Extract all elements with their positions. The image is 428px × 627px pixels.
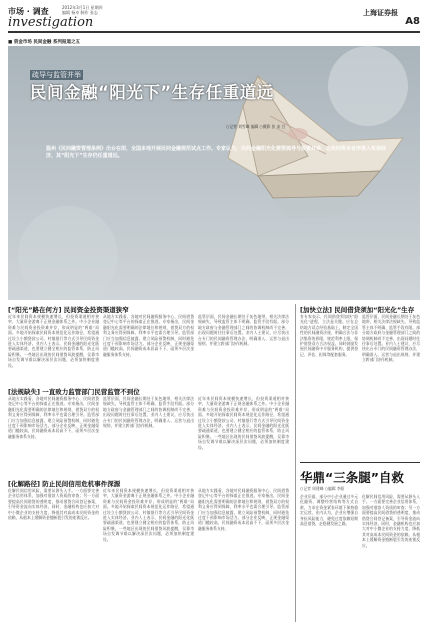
article-col-11: 监管层面，民间金融长期处于灰色地带，相关法律法规缺失，导致监管主体不明确、监管手段有限。部分地方政府与金融管理部门之间的协调机制尚不完善，出现问题时往往事后处置。业内人士建议，应尽快出台专门的民间融资管理办法，明确准入、运营与退出规则，并建立跨部门协作机制。 [362,314,420,363]
article-col-10: 有专家表示，民间借贷须加快“阳光化”进程，立法是关键。应在总结地方试点经验基础上，制定全国性的民间融资法规，明确合法与非法集资的界限，规范利率上限，保护借贷双方合法权益。同时鼓励发展民间融资中介服务机构，提供登记、评估、担保等配套服务。 [300,314,358,357]
article-col-13: 化解民间信用风险，需要从源头入手。一方面要完善企业信用体系，加强对借款人资质的审查；另一方面要提高民间借贷的透明度，推动借贷合同登记备案，引导资金流向实体经济。同时，金融机构也应加大对中小微企业的支持力度，降低其对高成本民间资金的依赖，从根本上缓解资金链断裂引发的连锁反应。 [362,494,420,548]
page-number: A8 [405,16,420,27]
section-english-title: investigation [8,15,94,30]
issue-date: 2012年3月1日 星期四 [62,5,103,10]
column-divider [295,304,296,622]
section-4-title: [加快立法] 民间借贷须加“阳光化”生存 [300,306,415,314]
right-rule [300,462,420,463]
header-rule [8,31,420,33]
article-col-1: 近年来民间资本规模快速增长，但投资渠道相对狭窄，大量资金游离于正规金融体系之外。中小企业融资难与民间资金投资难并存，形成明显的“两难”局面。多地开始探索民间资本规范化运作路径，希望通过设立小额贷款公司、村镇银行等方式引导民间资金进入实体经济。业内人士表示，民间金融的阳光化既要疏通渠道，也要建立健全相应的监管体系，防止风险积聚。一些地区出现的民间借贷风波提醒，仅靠市场自发调节难以解决深层次问题，必须加快制度建设。 [8,314,99,368]
hero-subtitle: 疏导与监管并举 [32,71,81,79]
hero-credit: ○记者 刘雪峰 编辑 ○摄影 张 宋 吕 [226,124,286,129]
article-col-3: 监管层面，民间金融长期处于灰色地带，相关法律法规缺失，导致监管主体不明确、监管手段有限。部分地方政府与金融管理部门之间的协调机制尚不完善，出现问题时往往事后处置。业内人士建议，应尽快出台专门的民间融资管理办法，明确准入、运营与退出规则，并建立跨部门协作机制。 [198,314,289,347]
article-col-4: 从地方实践看，各地对民间融资服务中心、民间借贷登记中心等平台的探索正在推进。专家指出，民间金融阳光化需要明确的法律地位和规则，借贷双方的权利义务应得到保障，利率水平也需合理引导。监管部门应当加强信息披露，建立风险预警机制，同时避免过度干预影响市场活力。部分企业反映，正规金融渠道门槛较高，民间融资成本居高不下，亟须多层次金融服务体系支持。 [8,396,99,439]
article-col-8: 近年来民间资本规模快速增长，但投资渠道相对狭窄，大量资金游离于正规金融体系之外。中小企业融资难与民间资金投资难并存，形成明显的“两难”局面。多地开始探索民间资本规范化运作路径，希望通过设立小额贷款公司、村镇银行等方式引导民间资金进入实体经济。业内人士表示，民间金融的阳光化既要疏通渠道，也要建立健全相应的监管体系，防止风险积聚。一些地区出现的民间借贷风波提醒，仅靠市场自发调节难以解决深层次问题，必须加快制度建设。 [103,488,194,542]
section-1-title: [“阳光”路在何方] 民间资金投资渠道狭窄 [8,306,129,314]
article-col-9: 从地方实践看，各地对民间融资服务中心、民间借贷登记中心等平台的探索正在推进。专家指出，民间金融阳光化需要明确的法律地位和规则，借贷双方的权利义务应得到保障，利率水平也需合理引导。监管部门应当加强信息披露，建立风险预警机制，同时避免过度干预影响市场活力。部分企业反映，正规金融渠道门槛较高，民间融资成本居高不下，亟须多层次金融服务体系支持。 [198,488,289,531]
hero-title: 民间金融“阳光下”生存任重道远 [30,83,274,102]
right-bottom-headline: 华鼎“三条腿”自救 [300,470,404,485]
article-col-7: 化解民间信用风险，需要从源头入手。一方面要完善企业信用体系，加强对借款人资质的审查；另一方面要提高民间借贷的透明度，推动借贷合同登记备案，引导资金流向实体经济。同时，金融机构也应加大对中小微企业的支持力度，降低其对高成本民间资金的依赖，从根本上缓解资金链断裂引发的连锁反应。 [8,488,99,521]
section-2-title: [法规缺失] 一直致力监管部门民营监管不到位 [8,388,140,396]
article-col-2: 从地方实践看，各地对民间融资服务中心、民间借贷登记中心等平台的探索正在推进。专家指出，民间金融阳光化需要明确的法律地位和规则，借贷双方的权利义务应得到保障，利率水平也需合理引导。监管部门应当加强信息披露，建立风险预警机制，同时避免过度干预影响市场活力。部分企业反映，正规金融渠道门槛较高，民间融资成本居高不下，亟须多层次金融服务体系支持。 [103,314,194,357]
issue-editors: 编辑 杨卓 制作 张志 [62,10,98,15]
kicker: ■ 资金市场 民间金融 系列报道之五 [8,40,80,45]
right-bottom-byline: ○记者 周建峰 ○编辑 李阳 [300,486,345,491]
article-col-6: 近年来民间资本规模快速增长，但投资渠道相对狭窄，大量资金游离于正规金融体系之外。中小企业融资难与民间资金投资难并存，形成明显的“两难”局面。多地开始探索民间资本规范化运作路径，希望通过设立小额贷款公司、村镇银行等方式引导民间资金进入实体经济。业内人士表示，民间金融的阳光化既要疏通渠道，也要建立健全相应的监管体系，防止风险积聚。一些地区出现的民间借贷风波提醒，仅靠市场自发调节难以解决深层次问题，必须加快制度建设。 [198,396,289,450]
issue-meta [62,5,103,15]
publication-name: 上海证券报 [363,9,398,17]
article-col-12: 企业层面，部分中小企业通过多元化融资、调整经营结构等方式自救，力求在资金紧张环境下保持稳定运营。业内认为，企业应增强自身抗风险能力，避免过度依赖短期高息借贷，走稳健发展之路。 [300,494,358,527]
hero-lead: 温州《民间融资管理条例》出台在即，全国多地开展民间金融规范试点工作。专家认为，民间金融阳光化需要疏导与监管并举，让民间资本有序进入实体经济，其“阳光下”生存仍任重道远。 [46,146,387,160]
article-col-5: 监管层面，民间金融长期处于灰色地带，相关法律法规缺失，导致监管主体不明确、监管手段有限。部分地方政府与金融管理部门之间的协调机制尚不完善，出现问题时往往事后处置。业内人士建议，应尽快出台专门的民间融资管理办法，明确准入、运营与退出规则，并建立跨部门协作机制。 [103,396,194,429]
section-name: 市场 · 调查 [8,7,49,16]
section-3-title: [化解路径] 防止民间信用危机事件深源 [8,480,121,488]
